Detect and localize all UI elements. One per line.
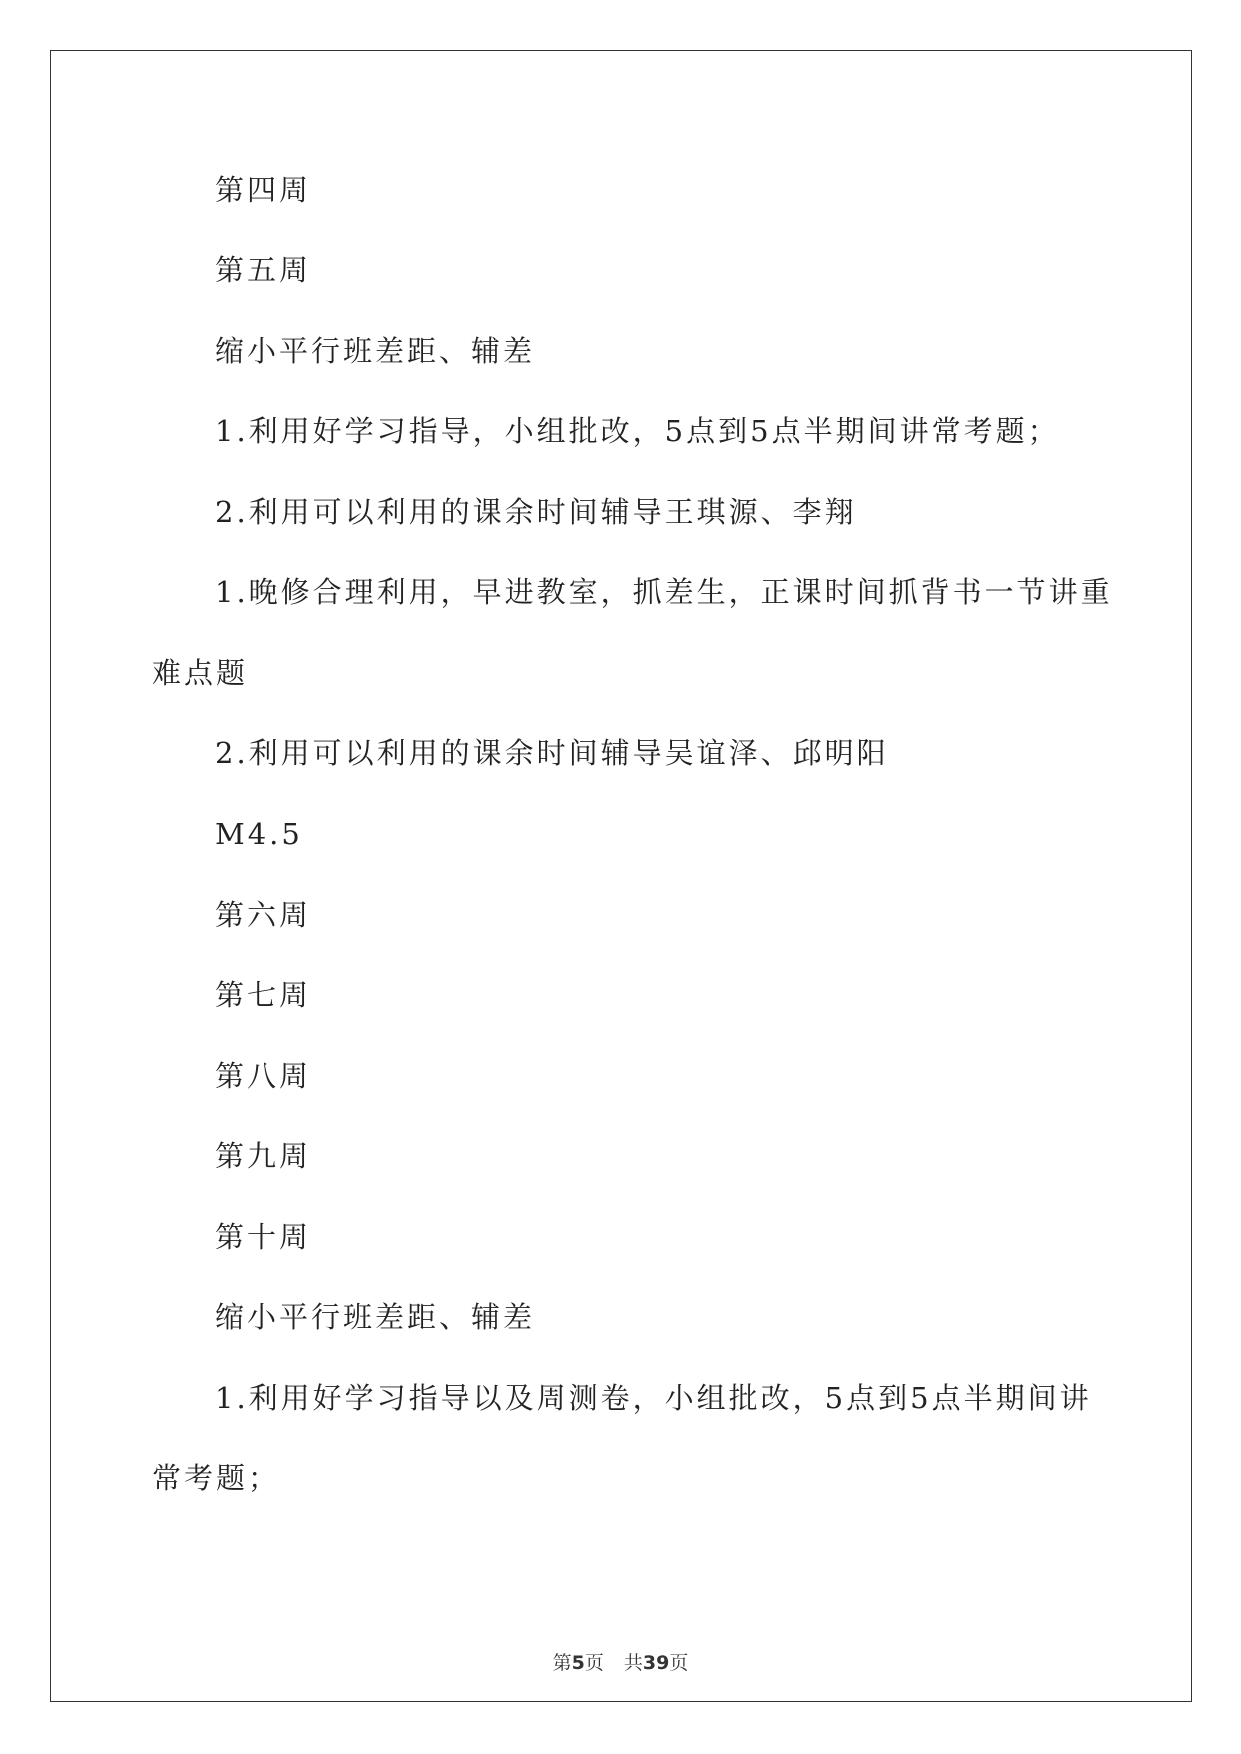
text-line: 第四周 bbox=[215, 173, 312, 207]
text-line: 2.利用可以利用的课余时间辅导吴谊泽、邱明阳 bbox=[215, 736, 889, 770]
text-line: 1.利用好学习指导以及周测卷，小组批改，5点到5点半期间讲 bbox=[215, 1381, 1092, 1415]
text-line: 第十周 bbox=[215, 1220, 312, 1254]
text-line: 缩小平行班差距、辅差 bbox=[215, 334, 536, 368]
page-number: 5 bbox=[571, 1652, 585, 1674]
page-border bbox=[50, 50, 1192, 1702]
page-prefix: 第 bbox=[552, 1652, 572, 1674]
text-line: 第八周 bbox=[215, 1059, 312, 1093]
text-line: 1.利用好学习指导，小组批改，5点到5点半期间讲常考题； bbox=[215, 414, 1060, 448]
text-line: 缩小平行班差距、辅差 bbox=[215, 1300, 536, 1334]
text-line: M4.5 bbox=[215, 817, 303, 851]
text-line: 难点题 bbox=[152, 656, 249, 690]
text-line: 第九周 bbox=[215, 1139, 312, 1173]
text-line: 常考题； bbox=[152, 1461, 281, 1495]
total-prefix: 共 bbox=[623, 1652, 643, 1674]
total-suffix: 页 bbox=[669, 1652, 689, 1674]
text-line: 第六周 bbox=[215, 898, 312, 932]
page-suffix: 页 bbox=[584, 1652, 604, 1674]
text-line: 第五周 bbox=[215, 253, 312, 287]
page-footer bbox=[0, 1650, 1241, 1676]
text-line: 2.利用可以利用的课余时间辅导王琪源、李翔 bbox=[215, 495, 857, 529]
text-line: 第七周 bbox=[215, 978, 312, 1012]
text-line: 1.晚修合理利用，早进教室，抓差生，正课时间抓背书一节讲重 bbox=[215, 575, 1113, 609]
total-pages: 39 bbox=[642, 1652, 670, 1674]
